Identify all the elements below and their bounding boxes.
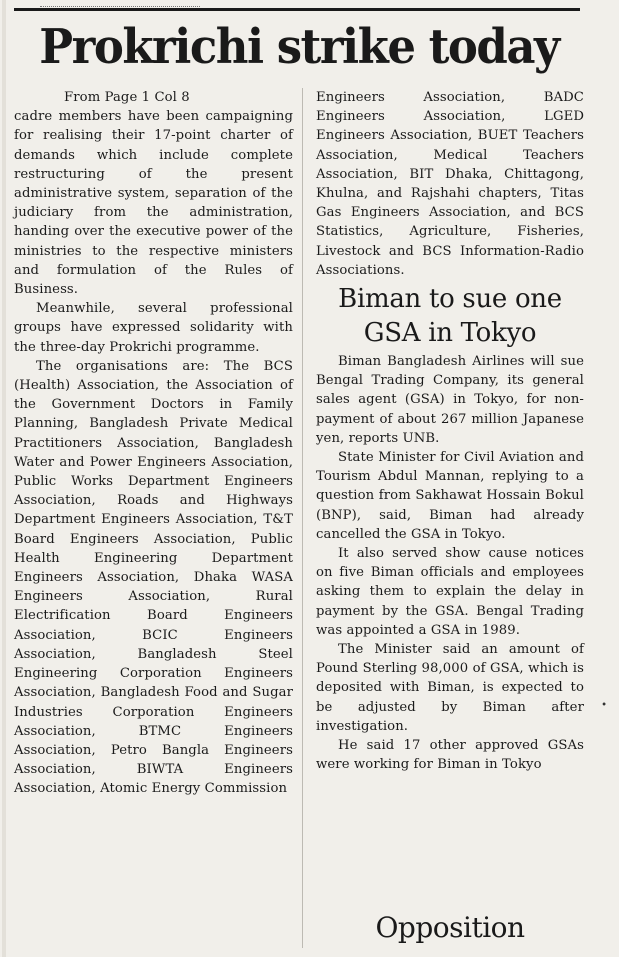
story-paragraph-4: The Minister said an amount of Pound Sterling 98,000 of GSA, which is deposited with Biman, is expected to be adjusted by Biman after investigation. <box>316 642 584 734</box>
right-column <box>316 88 584 775</box>
story-paragraph-3: It also served show cause notices on five Biman officials and employees asking them to explain the delay in payment by the GSA. Bengal Trading was appointed a GSA in 1989. <box>316 546 584 638</box>
next-story-headline: Opposition <box>375 911 525 944</box>
top-cut-line <box>40 0 200 7</box>
paragraph-3: The organisations are: The BCS (Health) Association, the Association of the Government Doctors in Family Planning, Bangladesh Private Medical Practitioners Association, Bangladesh Water and Power Engineers Association, Public Works Department Engineers Association, Roads and Highways Department Engineers Association, T&T Board Engineers Association, Public Health Engineering Department Engineers Association, Dhaka WASA Engineers Association, Rural Electrification Board Engineers Association, BCIC Engineers Association, Bangladesh Steel Engineering Corporation Engineers Association, Bangladesh Food and Sugar Industries Corporation Engineers Association, BTMC Engineers Association, Petro Bangla Engineers Association, BIWTA Engineers Association, Atomic Energy Commission <box>14 358 293 797</box>
story-headline: Biman to sue one GSA in Tokyo <box>338 284 562 349</box>
continuation-note: From Page 1 Col 8 <box>64 90 190 105</box>
story-body <box>316 352 584 774</box>
story-paragraph-5: He said 17 other approved GSAs were working for Biman in Tokyo <box>316 738 584 773</box>
page-edge <box>2 0 6 957</box>
story-paragraph-2: State Minister for Civil Aviation and Tourism Abdul Mannan, replying to a question from Sakhawat Hossain Bokul (BNP), said, Biman had already cancelled the GSA in Tokyo. <box>316 450 584 542</box>
continued-organisations: Engineers Association, BADC Engineers Association, LGED Engineers Association, BUET Teachers Association, Medical Teachers Association, BIT Dhaka, Chittagong, Khulna, and Rajshahi chapters, Titas Gas Engineers Association, and BCS Statistics, Agriculture, Fisheries, Livestock and BCS Information-Radio Associations. <box>316 90 584 278</box>
main-headline: Prokrichi strike today <box>39 18 559 75</box>
top-rule <box>14 8 580 11</box>
paragraph-2: Meanwhile, several professional groups have expressed solidarity with the three-day Prokrichi programme. <box>14 301 293 355</box>
paragraph-1: cadre members have been campaigning for realising their 17-point charter of demands which include complete restructuring of the present administrative system, separation of the judiciary from the administration, handing over the executive power of the ministries to the respective ministers and formulation of the Rules of Business. <box>14 109 293 298</box>
left-column <box>14 88 293 799</box>
column-divider <box>302 88 303 948</box>
story-paragraph-1: Biman Bangladesh Airlines will sue Bengal Trading Company, its general sales agent (GSA) in Tokyo, for non-payment of about 267 million Japanese yen, reports UNB. <box>316 354 584 446</box>
print-speck: • <box>601 700 607 711</box>
